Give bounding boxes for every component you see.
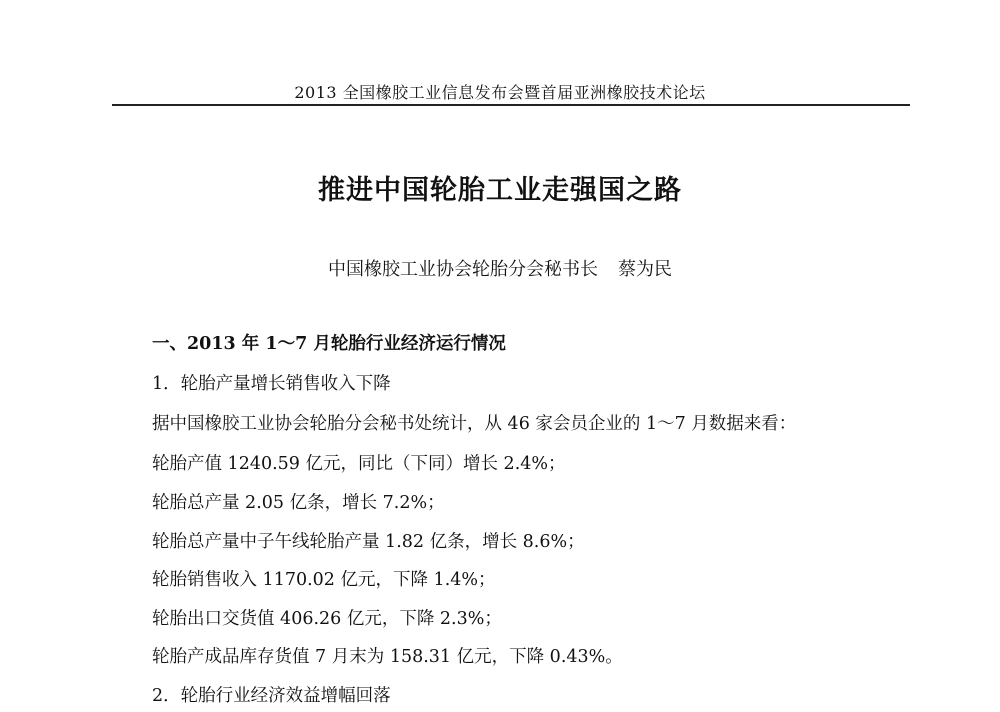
header-rule — [112, 104, 910, 106]
running-header: 2013 全国橡胶工业信息发布会暨首届亚洲橡胶技术论坛 — [294, 83, 706, 102]
body-list-item: 轮胎产成品库存货值 7 月末为 158.31 亿元，下降 0.43%。 — [152, 647, 623, 667]
section-heading: 一、2013 年 1～7 月轮胎行业经济运行情况 — [152, 334, 506, 354]
body-list-item: 轮胎产值 1240.59 亿元，同比（下同）增长 2.4%； — [152, 454, 566, 474]
author-affiliation: 中国橡胶工业协会轮胎分会秘书长 — [328, 259, 598, 280]
author-byline — [0, 255, 1000, 281]
subheading-1: 1．轮胎产量增长销售收入下降 — [152, 374, 391, 394]
intro-paragraph: 据中国橡胶工业协会轮胎分会秘书处统计，从 46 家会员企业的 1～7 月数据来看： — [152, 414, 797, 434]
body-list-item: 轮胎出口交货值 406.26 亿元，下降 2.3%； — [152, 609, 502, 629]
subheading-2: 2．轮胎行业经济效益增幅回落 — [152, 686, 391, 706]
body-list-item: 轮胎总产量 2.05 亿条，增长 7.2%； — [152, 493, 445, 513]
article-title: 推进中国轮胎工业走强国之路 — [318, 175, 682, 206]
author-name: 蔡为民 — [618, 259, 672, 280]
body-list-item: 轮胎销售收入 1170.02 亿元，下降 1.4%； — [152, 570, 496, 590]
body-list-item: 轮胎总产量中子午线轮胎产量 1.82 亿条，增长 8.6%； — [152, 532, 585, 552]
